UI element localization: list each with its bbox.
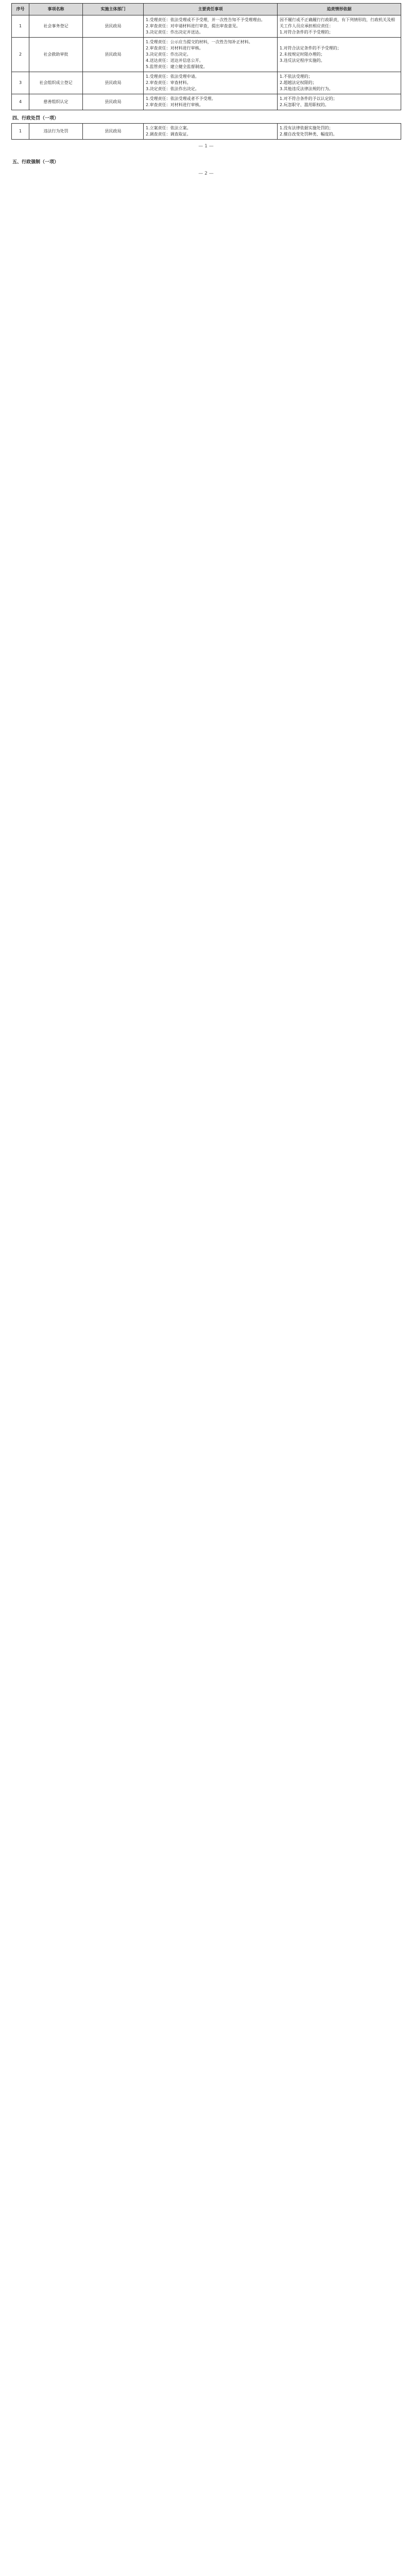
basis-line: 1.对符合法定条件的不予受理的；: [280, 46, 341, 50]
table-header-row: [12, 4, 401, 15]
header-org: 实施主体部门: [83, 4, 144, 15]
basis-line: 因不履行或不正确履行行政职责，有下列情形的，行政机关及相关工作人员应承担相应责任：: [280, 18, 395, 28]
duty-line: 3.决定责任：作出决定并送达。: [146, 30, 203, 35]
duty-line: 1.受理责任：依法受理或不予受理，并一次性告知不予受理理由。: [146, 18, 265, 22]
row-accountability: [278, 38, 401, 72]
row-duties: [144, 38, 278, 72]
table-row: [12, 94, 401, 110]
row-duties: [144, 15, 278, 38]
duty-line: 2.调查责任：调查取证。: [146, 132, 191, 137]
table-row: [12, 15, 401, 38]
sheet-1: [0, 0, 412, 181]
header-name: 事项名称: [29, 4, 83, 15]
row-number: 3: [12, 72, 29, 94]
row-number: 2: [12, 38, 29, 72]
header-duty: 主要责任事项: [144, 4, 278, 15]
duty-line: 1.受理责任：依法受理或者不予受理。: [146, 96, 216, 101]
responsibility-table-2: [11, 123, 401, 140]
basis-line: 2.超越法定权限的；: [280, 80, 317, 85]
row-duties: [144, 94, 278, 110]
row-department: 县民政局: [83, 38, 144, 72]
duty-line: 2.审查责任：对材料进行审核。: [146, 103, 203, 107]
basis-line: 2.擅自改变处罚种类、幅度的。: [280, 132, 337, 137]
table-row: [12, 38, 401, 72]
header-num: 序号: [12, 4, 29, 15]
section-title: 四、行政处罚（一项）: [12, 116, 59, 121]
basis-line: 2.未按规定时限办理的；: [280, 52, 325, 57]
row-number: 4: [12, 94, 29, 110]
row-accountability: [278, 94, 401, 110]
responsibility-table: [11, 3, 401, 110]
duty-line: 2.审查责任：对申请材料进行审查，提出审查意见。: [146, 24, 241, 28]
row-accountability: [278, 124, 401, 140]
row-item-name: 社会组织成立登记: [29, 72, 83, 94]
basis-line: 2.玩忽职守、滥用职权的。: [280, 103, 329, 107]
row-item-name: 社会事务登记: [29, 15, 83, 38]
duty-line: 1.受理责任：公示应当提交的材料，一次性告知补正材料。: [146, 40, 253, 44]
row-accountability: [278, 15, 401, 38]
table-row: [12, 124, 401, 140]
duty-line: 2.审查责任：对材料进行审核。: [146, 46, 203, 50]
row-department: 县民政局: [83, 94, 144, 110]
trailing-section-title: 五、行政强制（一项）: [12, 160, 59, 165]
page-number: — 1 —: [198, 144, 214, 149]
duty-line: 5.监管责任：建立健全监督制度。: [146, 64, 208, 69]
row-department: 县民政局: [83, 72, 144, 94]
basis-line: 1.没有法律依据实施处罚的；: [280, 126, 333, 130]
duty-line: 4.送达责任：送达并信息公开。: [146, 58, 203, 63]
duty-line: 3.决定责任：作出决定。: [146, 52, 191, 57]
row-number: 1: [12, 15, 29, 38]
page-number-2: — 2 —: [198, 171, 214, 176]
row-item-name: 违法行为处罚: [29, 124, 83, 140]
row-item-name: 慈善组织认定: [29, 94, 83, 110]
basis-line: 3.违反法定程序实施的。: [280, 58, 325, 63]
row-accountability: [278, 72, 401, 94]
duty-line: 1.立案责任：依法立案。: [146, 126, 191, 130]
basis-line: 1.对符合条件的不予受理的；: [280, 30, 333, 35]
table-row: [12, 72, 401, 94]
row-duties: [144, 72, 278, 94]
duty-line: 3.决定责任：依法作出决定。: [146, 87, 199, 91]
row-department: 县民政局: [83, 124, 144, 140]
row-department: 县民政局: [83, 15, 144, 38]
basis-line: 1.对不符合条件的予以认定的；: [280, 96, 337, 101]
row-item-name: 社会救助审批: [29, 38, 83, 72]
duty-line: 2.审查责任：审查材料。: [146, 80, 191, 85]
basis-line: 3.其他违反法律法规的行为。: [280, 87, 333, 91]
duty-line: 1.受理责任：依法受理申请。: [146, 74, 199, 79]
row-duties: [144, 124, 278, 140]
basis-line: 1.不依法受理的；: [280, 74, 313, 79]
header-basis: 追责情形依据: [278, 4, 401, 15]
document-page: [0, 0, 412, 181]
row-number: 1: [12, 124, 29, 140]
